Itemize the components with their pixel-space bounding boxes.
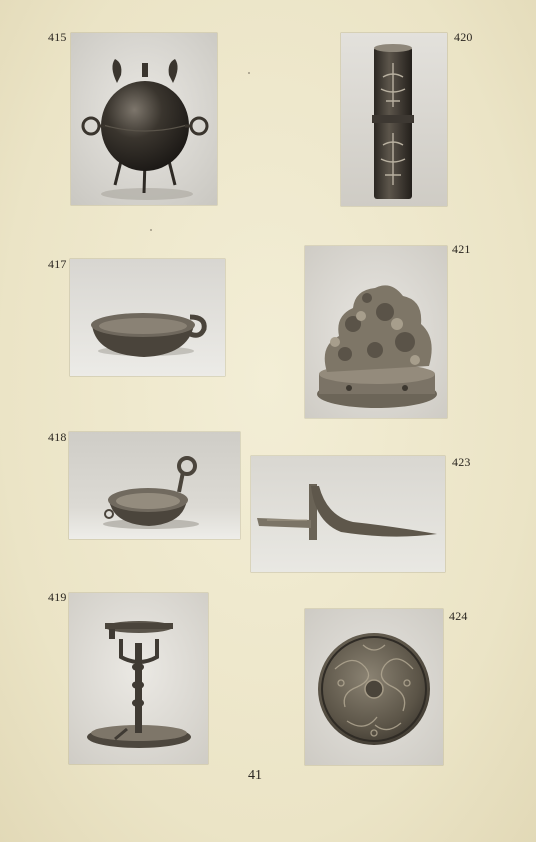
cylindrical-inlaid-vase-icon — [341, 33, 447, 206]
plate-number-424: 424 — [449, 609, 468, 623]
paper-speck — [150, 229, 152, 231]
plate-number-419: 419 — [48, 590, 67, 604]
decorated-bronze-mirror-icon — [305, 609, 443, 765]
lamp-stand-with-dish-icon — [69, 593, 208, 764]
plate-number-420: 420 — [454, 30, 473, 44]
plate-417-photo — [70, 259, 225, 376]
plate-number-423: 423 — [452, 455, 471, 469]
plate-number-421: 421 — [452, 242, 471, 256]
plate-number-415: 415 — [48, 30, 67, 44]
plate-420-photo — [341, 33, 447, 206]
plate-419-photo — [69, 593, 208, 764]
plate-421-photo — [305, 246, 447, 418]
plate-number-418: 418 — [48, 430, 67, 444]
plate-415-photo — [71, 33, 217, 205]
ovoid-vessel-on-tripod-icon — [71, 33, 217, 205]
paper-speck — [248, 72, 250, 74]
plate-424-photo — [305, 609, 443, 765]
plate-number-417: 417 — [48, 257, 67, 271]
plate-418-photo — [69, 432, 240, 539]
page-number: 41 — [248, 768, 262, 783]
dipper-with-ring-handle-icon — [69, 432, 240, 539]
shallow-handled-cup-icon — [70, 259, 225, 376]
dagger-axe-blade-icon — [251, 456, 445, 572]
mountain-shaped-carving-icon — [305, 246, 447, 418]
plate-423-photo — [251, 456, 445, 572]
